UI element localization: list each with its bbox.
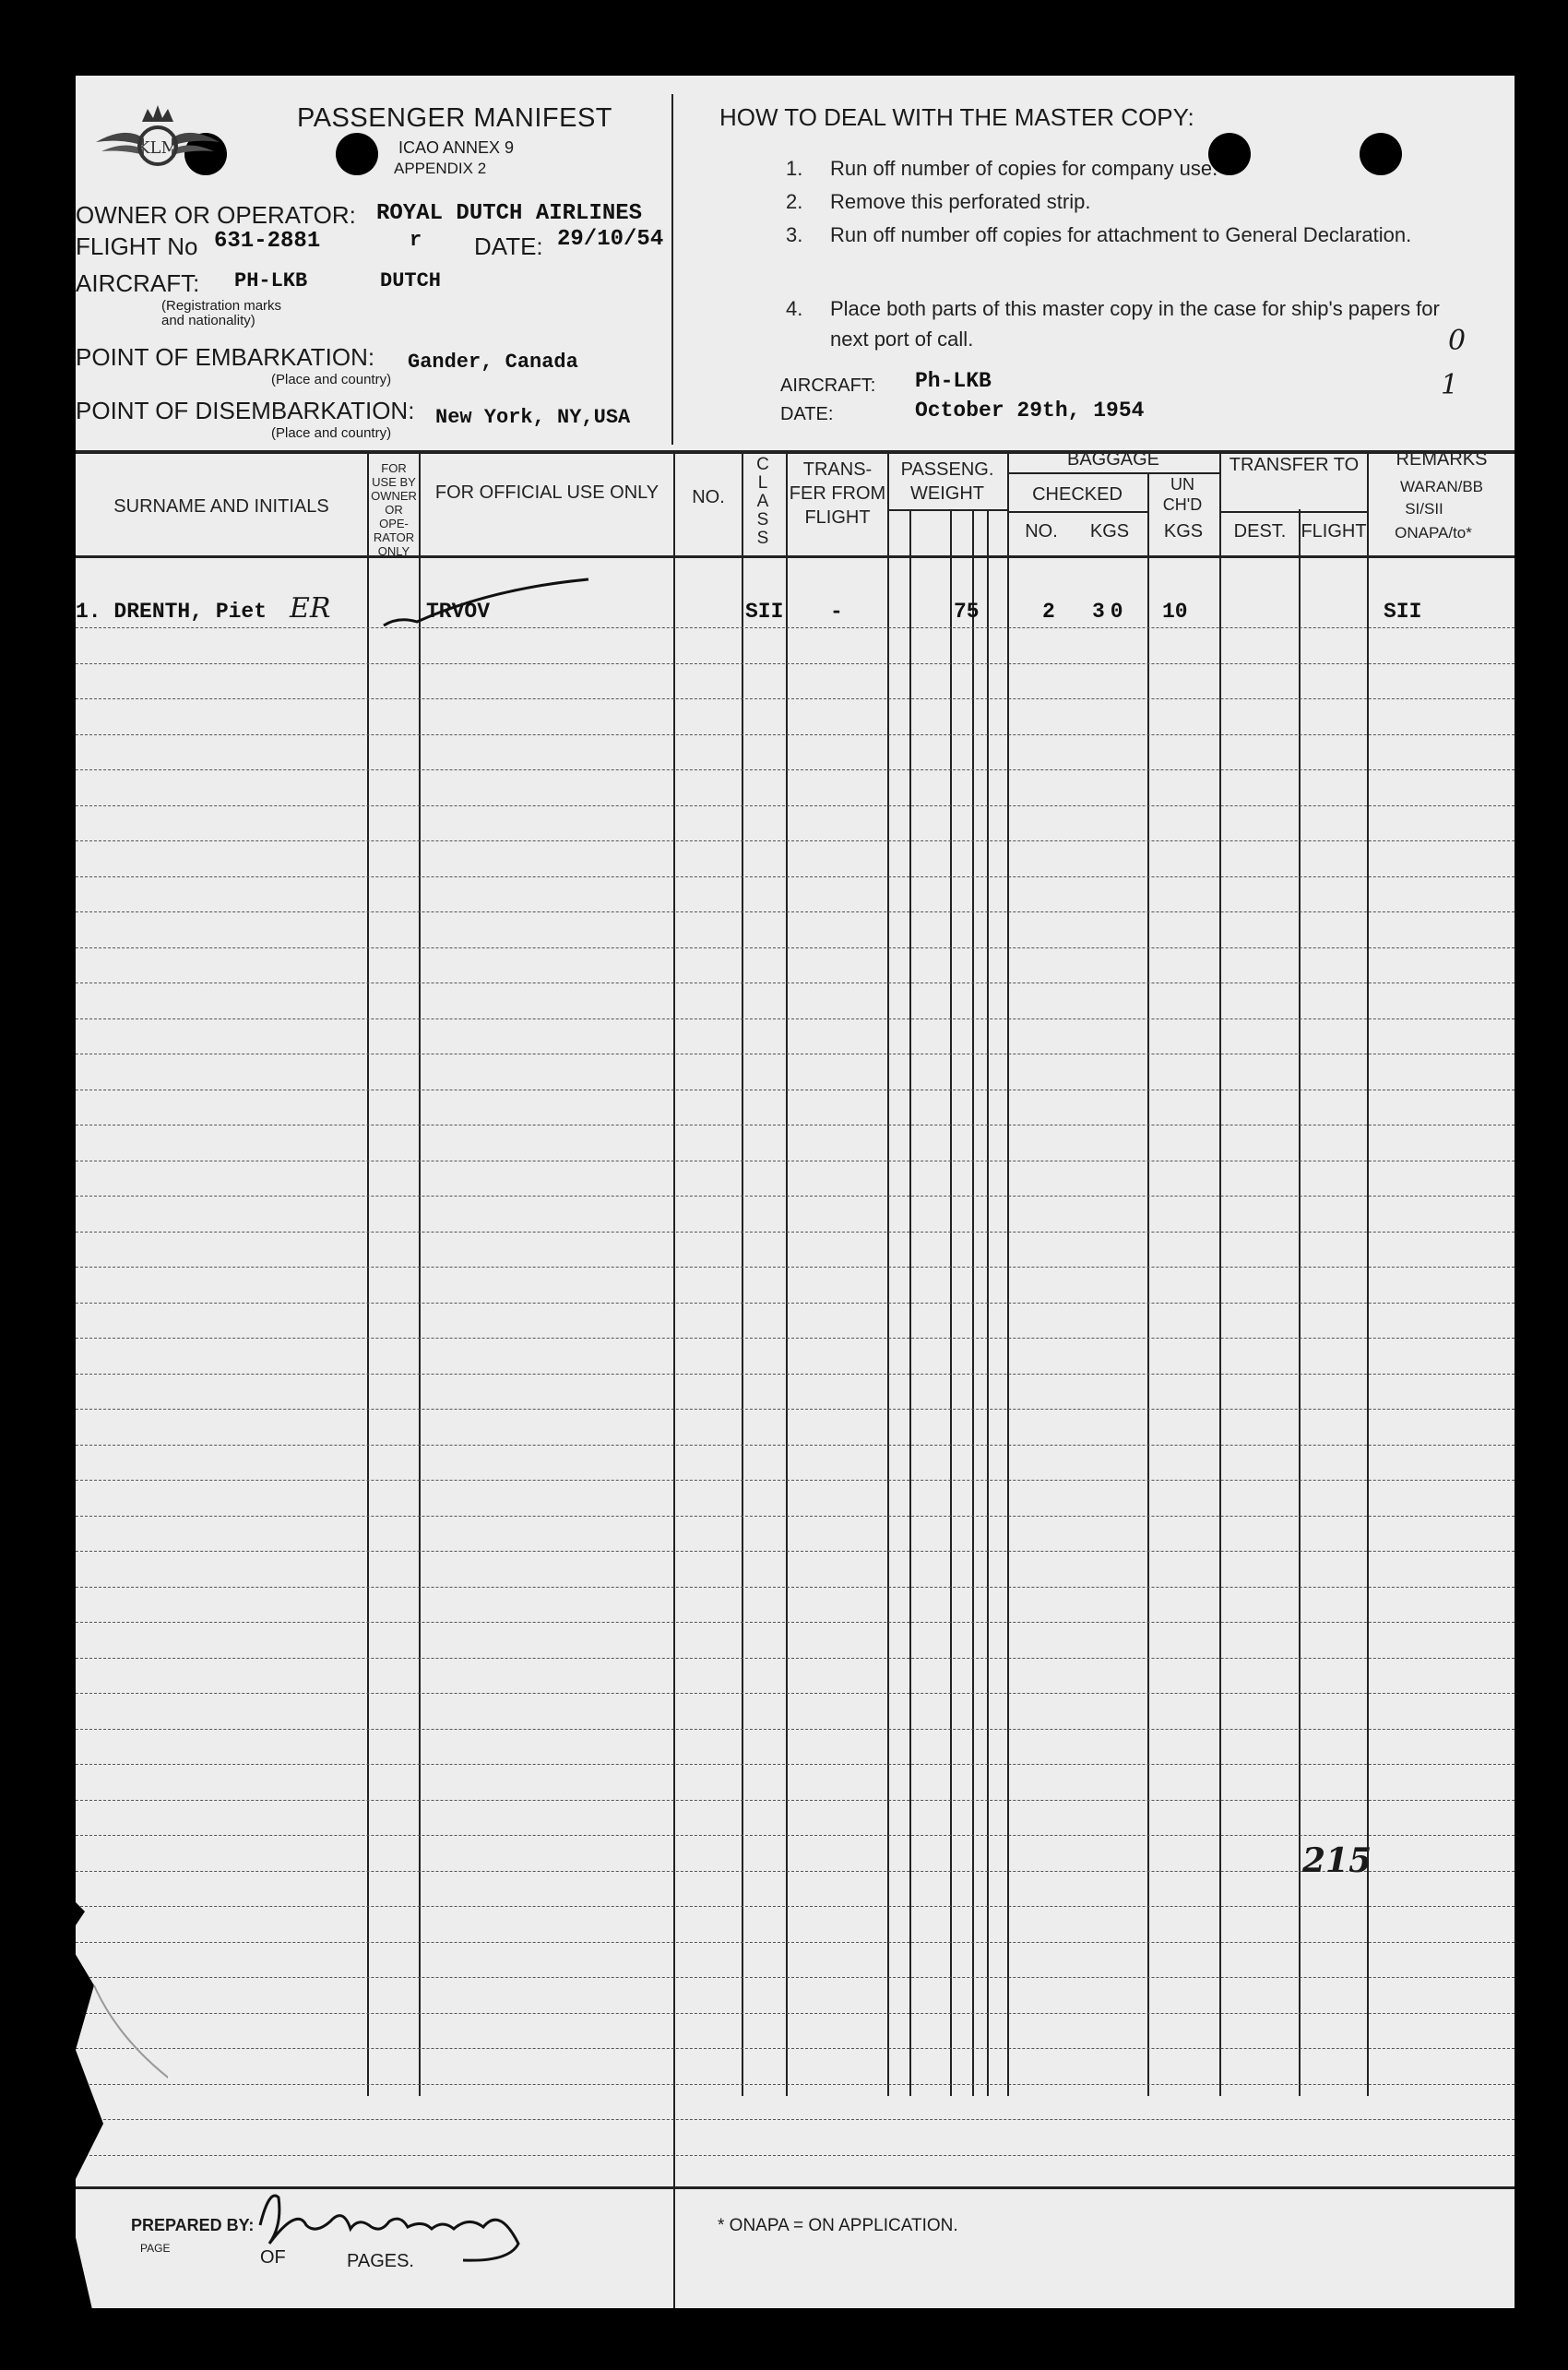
- ruled-line: [76, 627, 1515, 628]
- col-header-bag-kgs: KGS: [1089, 521, 1130, 542]
- instruction-num: 2.: [786, 190, 803, 213]
- ruled-line: [76, 1338, 1515, 1339]
- pages-label: PAGES.: [347, 2251, 414, 2271]
- ruled-line: [76, 2048, 1515, 2049]
- ruled-line: [76, 1977, 1515, 1978]
- row-official: TRVOV: [426, 600, 491, 624]
- ruled-line: [76, 1267, 1515, 1268]
- row-weight: 75: [954, 600, 980, 624]
- ruled-line: [76, 1018, 1515, 1019]
- hand-mark-1: 0: [1448, 325, 1467, 357]
- col-header-bag-no: NO.: [1025, 521, 1058, 542]
- aircraft-value: PH-LKB: [234, 269, 308, 292]
- ruled-line: [76, 805, 1515, 806]
- page-label: PAGE: [140, 2242, 171, 2255]
- page-number-stamp: 215: [1302, 1841, 1372, 1880]
- ruled-line: [76, 1942, 1515, 1943]
- col-header-class: C L A S S: [756, 455, 769, 548]
- row-transfer-from: -: [830, 600, 843, 624]
- col-header-baggage: BAGGAGE: [1066, 449, 1160, 470]
- col-header-weight: PASSENG. WEIGHT: [900, 459, 994, 504]
- row-class: SII: [745, 600, 784, 624]
- row-bag-kgs: 30: [1092, 600, 1129, 624]
- ruled-line: [76, 840, 1515, 841]
- col-header-remarks: REMARKS: [1396, 449, 1488, 470]
- ruled-line: [76, 1480, 1515, 1481]
- col-header-official: FOR OFFICIAL USE ONLY: [434, 482, 659, 503]
- ruled-line: [76, 698, 1515, 699]
- ruled-line: [76, 1445, 1515, 1446]
- ruled-line: [76, 2013, 1515, 2014]
- owner-label: OWNER OR OPERATOR:: [76, 201, 356, 229]
- embarkation-label: POINT OF EMBARKATION:: [76, 343, 375, 371]
- row-remarks: SII: [1384, 600, 1422, 624]
- svg-text:KLM: KLM: [137, 138, 178, 158]
- place-country-note: (Place and country): [271, 372, 392, 387]
- ruled-line: [76, 734, 1515, 735]
- embarkation-value: Gander, Canada: [408, 351, 578, 374]
- col-header-surname: SURNAME AND INITIALS: [113, 496, 329, 517]
- col-header-owner-use: FOR USE BY OWNER OR OPE-RATOR ONLY: [371, 461, 417, 558]
- col-header-checked: CHECKED: [1032, 484, 1123, 505]
- registration-note: (Registration marks and nationality): [161, 298, 282, 328]
- annex-label: ICAO ANNEX 9: [398, 138, 515, 157]
- ruled-line: [76, 1729, 1515, 1730]
- ruled-line: [76, 1622, 1515, 1623]
- ruled-line: [76, 1871, 1515, 1872]
- col-header-transfer-to: TRANSFER TO: [1229, 455, 1360, 475]
- instr-date-value: October 29th, 1954: [915, 399, 1145, 423]
- ruled-line: [76, 2155, 1515, 2156]
- row-handwritten-initials: ER: [290, 592, 331, 625]
- ruled-line: [76, 1516, 1515, 1517]
- owner-value: ROYAL DUTCH AIRLINES: [376, 201, 643, 226]
- ruled-line: [76, 1551, 1515, 1552]
- row-bag-no: 2: [1042, 600, 1055, 624]
- flight-value: 631-2881: [214, 229, 321, 254]
- signature: [242, 2170, 537, 2281]
- ruled-line: [76, 876, 1515, 877]
- instruction-text: Run off number off copies for attachment to General Declaration.: [830, 223, 1412, 246]
- ruled-line: [76, 947, 1515, 948]
- appendix-label: APPENDIX 2: [394, 160, 487, 177]
- instr-date-label: DATE:: [780, 404, 834, 424]
- col-header-unchd: UN CH'D: [1162, 475, 1203, 514]
- onapa-footnote: * ONAPA = ON APPLICATION.: [718, 2216, 958, 2235]
- hand-mark-2: 1: [1441, 369, 1459, 401]
- col-header-remarks-sub3: ONAPA/to*: [1395, 524, 1472, 542]
- ruled-line: [76, 2119, 1515, 2120]
- col-header-remarks-sub2: SI/SII: [1405, 500, 1443, 518]
- prepared-by-label: PREPARED BY:: [131, 2216, 255, 2234]
- of-label: OF: [260, 2247, 286, 2268]
- ruled-line: [76, 1374, 1515, 1375]
- col-header-dest: DEST.: [1233, 521, 1287, 542]
- instruction-num: 1.: [786, 157, 803, 180]
- instruction-text: Remove this perforated strip.: [830, 190, 1091, 213]
- date-label: DATE:: [474, 232, 543, 260]
- ruled-line: [76, 663, 1515, 664]
- row-name: 1. DRENTH, Piet: [76, 600, 267, 624]
- col-header-unchd-kgs: KGS: [1163, 521, 1204, 542]
- col-header-remarks-sub1: WARAN/BB: [1399, 478, 1484, 495]
- ruled-line: [76, 2084, 1515, 2085]
- ruled-line: [76, 1800, 1515, 1801]
- ruled-line: [76, 911, 1515, 912]
- ruled-line: [76, 1658, 1515, 1659]
- instruction-num: 4.: [786, 297, 803, 320]
- torn-corner: [57, 1884, 171, 2317]
- aircraft-nationality: DUTCH: [380, 269, 442, 292]
- ruled-line: [76, 1409, 1515, 1410]
- disembarkation-value: New York, NY,USA: [435, 406, 631, 429]
- col-header-flight: FLIGHT: [1301, 521, 1367, 542]
- instruction-text: Place both parts of this master copy in the case for ship's papers for next port of call.: [830, 297, 1440, 351]
- ruled-line: [76, 1196, 1515, 1197]
- ruled-line: [76, 769, 1515, 770]
- disembarkation-label: POINT OF DISEMBARKATION:: [76, 397, 415, 424]
- place-country-note-2: (Place and country): [271, 425, 392, 441]
- col-header-no: NO.: [692, 487, 725, 507]
- date-value: 29/10/54: [557, 227, 664, 252]
- row-unchd-kgs: 10: [1162, 600, 1188, 624]
- instruction-num: 3.: [786, 223, 803, 246]
- flight-label: FLIGHT No: [76, 232, 198, 260]
- ruled-line: [76, 1232, 1515, 1233]
- col-header-transfer-from: TRANS-FER FROM FLIGHT: [789, 459, 886, 528]
- ruled-line: [76, 1906, 1515, 1907]
- ruled-line: [76, 1835, 1515, 1836]
- flight-mark: r: [410, 229, 422, 252]
- instr-aircraft-label: AIRCRAFT:: [780, 375, 876, 396]
- instr-aircraft-value: Ph-LKB: [915, 369, 992, 393]
- ruled-lines: [76, 76, 1515, 2308]
- ruled-line: [76, 1693, 1515, 1694]
- manifest-sheet: [76, 76, 1515, 2308]
- manifest-title: PASSENGER MANIFEST: [297, 103, 613, 133]
- ruled-line: [76, 1764, 1515, 1765]
- ruled-line: [76, 1303, 1515, 1304]
- instruction-text: Run off number of copies for company use.: [830, 157, 1218, 180]
- ruled-line: [76, 1587, 1515, 1588]
- instructions-title: HOW TO DEAL WITH THE MASTER COPY:: [719, 103, 1194, 131]
- aircraft-label: AIRCRAFT:: [76, 269, 200, 297]
